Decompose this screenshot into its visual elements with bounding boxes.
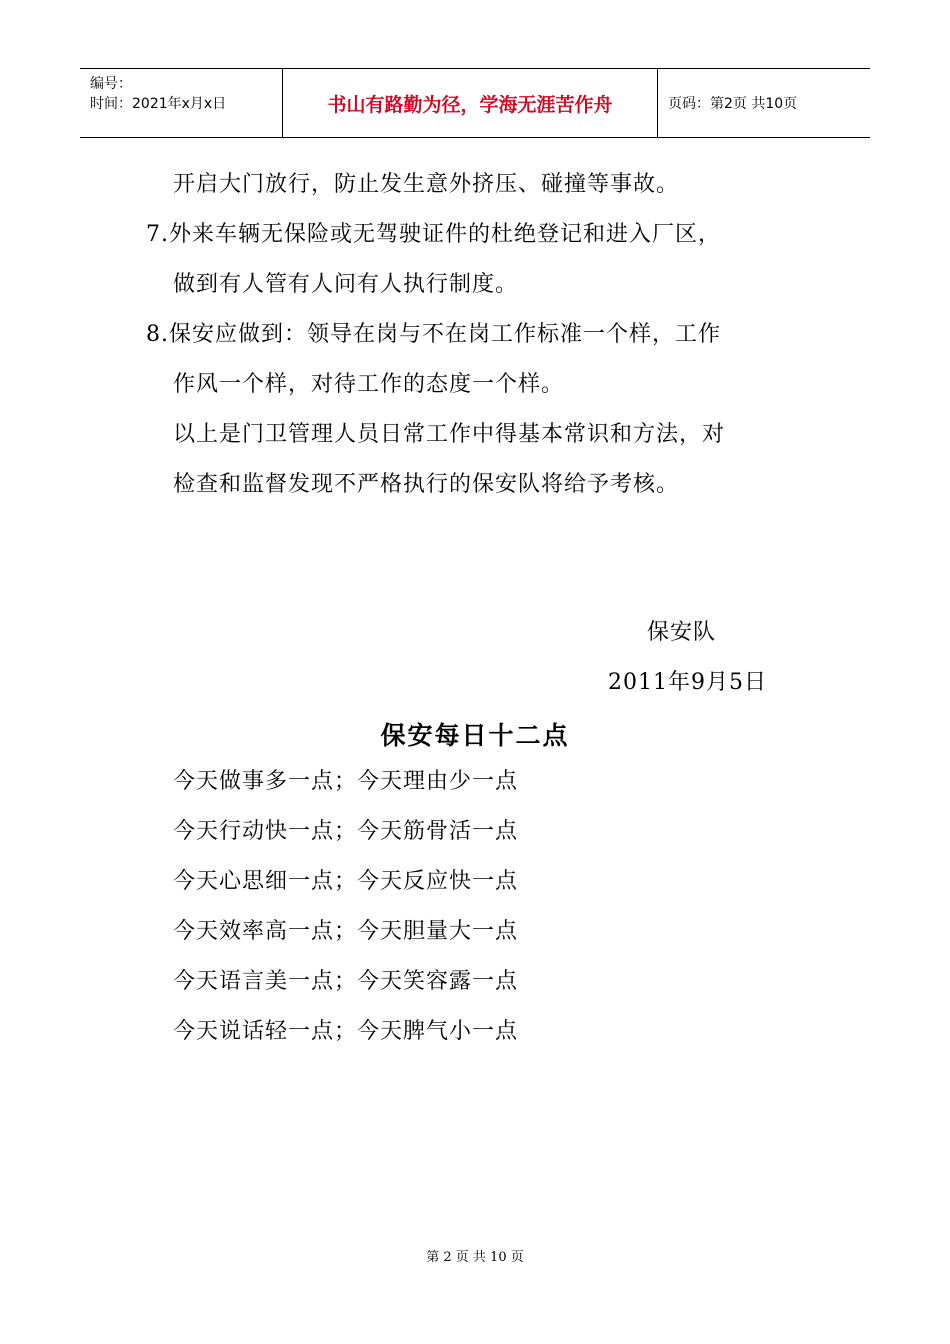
body-line: 开启大门放行，防止发生意外挤压、碰撞等事故。 — [173, 172, 680, 197]
body-line: 作风一个样，对待工作的态度一个样。 — [173, 372, 565, 397]
list-item: 今天行动快一点；今天筋骨活一点 — [173, 819, 519, 844]
body-line: 做到有人管有人问有人执行制度。 — [173, 272, 519, 297]
page-footer: 第 2 页 共 10 页 — [426, 1250, 524, 1265]
signature-org: 保安队 — [647, 620, 717, 645]
header-info — [80, 69, 282, 137]
list-item: 今天说话轻一点；今天脾气小一点 — [173, 1019, 519, 1044]
page-header — [80, 68, 870, 138]
list-item: 今天做事多一点；今天理由少一点 — [173, 769, 519, 794]
document-number-label: 编号： — [90, 76, 132, 92]
list-item: 今天语言美一点；今天笑容露一点 — [173, 969, 519, 994]
signature-date: 2011年9月5日 — [608, 670, 767, 695]
body-line: 7.外来车辆无保险或无驾驶证件的杜绝登记和进入厂区， — [146, 222, 721, 247]
list-item: 今天效率高一点；今天胆量大一点 — [173, 919, 519, 944]
body-line: 8.保安应做到：领导在岗与不在岗工作标准一个样，工作 — [146, 322, 721, 347]
document-time-label: 时间：2021年x月x日 — [90, 96, 227, 112]
section-title: 保安每日十二点 — [380, 721, 570, 750]
body-line: 检查和监督发现不严格执行的保安队将给予考核。 — [173, 472, 680, 497]
body-line: 以上是门卫管理人员日常工作中得基本常识和方法，对 — [173, 422, 726, 447]
header-motto: 书山有路勤为径，学海无涯苦作舟 — [282, 69, 658, 137]
list-item: 今天心思细一点；今天反应快一点 — [173, 869, 519, 894]
header-page-number: 页码：第2页 共10页 — [668, 96, 798, 112]
